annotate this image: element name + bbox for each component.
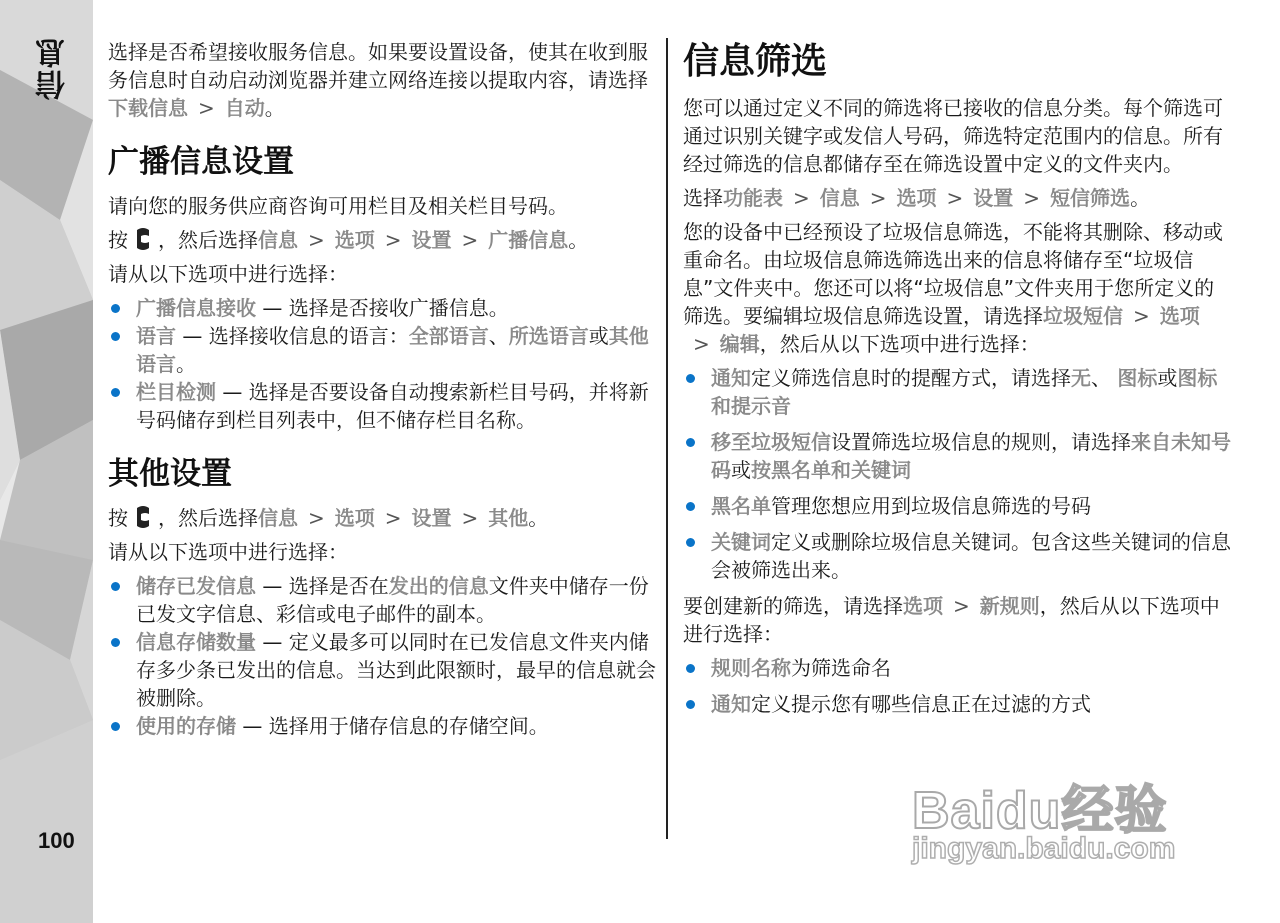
other-options-list: [108, 572, 656, 740]
list-item: 黑名单管理您想应用到垃圾信息筛选的号码: [683, 492, 1233, 520]
list-item: 信息存储数量 — 定义最多可以同时在已发信息文件夹内储存多少条已发出的信息。当达到此限额时，最早的信息就会被删除。: [108, 628, 656, 712]
list-item: 语言 — 选择接收信息的语言：全部语言、所选语言或其他语言。: [108, 322, 656, 378]
list-item: 关键词定义或删除垃圾信息关键词。包含这些关键词的信息会被筛选出来。: [683, 528, 1233, 584]
filter-heading: 信息筛选: [683, 41, 828, 82]
list-item: 使用的存储 — 选择用于储存信息的存储空间。: [108, 712, 656, 740]
spam-filter-paragraph: 您的设备中已经预设了垃圾信息筛选，不能将其删除、移动或重命名。由垃圾信息筛选筛选出来的信息将储存至“垃圾信息”文件夹中。您还可以将“垃圾信息”文件夹用于您所定义的筛选。要编辑垃圾信息筛选设置，请选择垃圾短信 > 选项> 编辑，然后从以下选项中进行选择：: [683, 220, 1223, 356]
menu-path-item: 选项: [896, 186, 937, 210]
other-settings-heading: 其他设置: [108, 456, 232, 492]
spam-options-list: [683, 364, 1233, 584]
menu-path-item: 选项: [903, 594, 943, 618]
list-item: 规则名称为筛选命名: [683, 654, 1233, 682]
filter-intro: 您可以通过定义不同的筛选将已接收的信息分类。每个筛选可通过识别关键字或发信人号码，筛选特定范围内的信息。所有经过筛选的信息都储存至在筛选设置中定义的文件夹内。: [683, 96, 1223, 176]
menu-path-item: 垃圾短信: [1043, 304, 1123, 328]
list-item: 栏目检测 — 选择是否要设备自动搜索新栏目号码，并将新号码储存到栏目列表中，但不储存栏目名称。: [108, 378, 656, 434]
menu-path-item: 选项: [1159, 304, 1200, 328]
new-rule-options-list: [683, 654, 1233, 718]
menu-path-item: 选项: [334, 506, 375, 530]
menu-path-item: 设置: [411, 506, 452, 530]
menu-path-item: 信息: [819, 186, 860, 210]
filter-menu-path: 选择功能表 > 信息 > 选项 > 设置 > 短信筛选。: [683, 186, 1151, 210]
menu-path-item: 设置: [411, 228, 452, 252]
menu-path-item: 编辑: [719, 332, 760, 356]
broadcast-options-list: [108, 294, 656, 434]
page-number: 100: [38, 828, 75, 853]
list-item: 通知定义筛选信息时的提醒方式，请选择无、 图标或图标和提示音: [683, 364, 1233, 420]
menu-path-item: 信息: [258, 228, 298, 252]
watermark-logo: Baidu经验: [912, 782, 1168, 840]
broadcast-intro: 请向您的服务供应商咨询可用栏目及相关栏目号码。: [108, 194, 568, 218]
menu-path-item: 新规则: [979, 594, 1040, 618]
left-column: [108, 38, 656, 746]
broadcast-menu-path: 按 ，然后选择信息 > 选项 > 设置 > 广播信息。: [108, 228, 589, 252]
list-item: 通知定义提示您有哪些信息正在过滤的方式: [683, 690, 1233, 718]
baidu-watermark: [908, 760, 1208, 880]
right-column: [683, 38, 1233, 726]
list-item: 储存已发信息 — 选择是否在发出的信息文件夹中储存一份已发文字信息、彩信或电子邮件的副本。: [108, 572, 656, 628]
broadcast-heading: 广播信息设置: [108, 144, 294, 180]
other-menu-path: 按 ，然后选择信息 > 选项 > 设置 > 其他。: [108, 506, 549, 530]
new-rule-paragraph: 要创建新的筛选，请选择选项 > 新规则，然后从以下选项中进行选择：: [683, 594, 1220, 646]
menu-path-item: 功能表: [723, 186, 783, 210]
decorative-pattern: [0, 0, 93, 923]
menu-path-item: 信息: [258, 506, 298, 530]
menu-path-item: 短信筛选: [1050, 186, 1131, 210]
section-title-vertical: 信息: [36, 36, 71, 100]
other-choose: 请从以下选项中进行选择：: [108, 540, 348, 564]
menu-path-item: 下载信息: [108, 96, 188, 120]
watermark-url: jingyan.baidu.com: [912, 832, 1176, 865]
menu-key-icon: [134, 504, 152, 530]
menu-key-icon: [134, 226, 152, 252]
menu-path-item: 设置: [973, 186, 1014, 210]
column-divider: [666, 38, 668, 839]
menu-path-item: 广播信息: [488, 228, 569, 252]
menu-path-item: 选项: [334, 228, 375, 252]
list-item: 广播信息接收 — 选择是否接收广播信息。: [108, 294, 656, 322]
side-strip: [0, 0, 93, 923]
menu-path-item: 自动: [224, 96, 265, 120]
broadcast-choose: 请从以下选项中进行选择：: [108, 262, 348, 286]
intro-paragraph: 选择是否希望接收服务信息。如果要设置设备，使其在收到服务信息时自动启动浏览器并建立网络连接以提取内容，请选择下载信息 > 自动。: [108, 40, 648, 120]
menu-path-item: 其他: [488, 506, 529, 530]
list-item: 移至垃圾短信设置筛选垃圾信息的规则，请选择来自未知号码或按黑名单和关键词: [683, 428, 1233, 484]
